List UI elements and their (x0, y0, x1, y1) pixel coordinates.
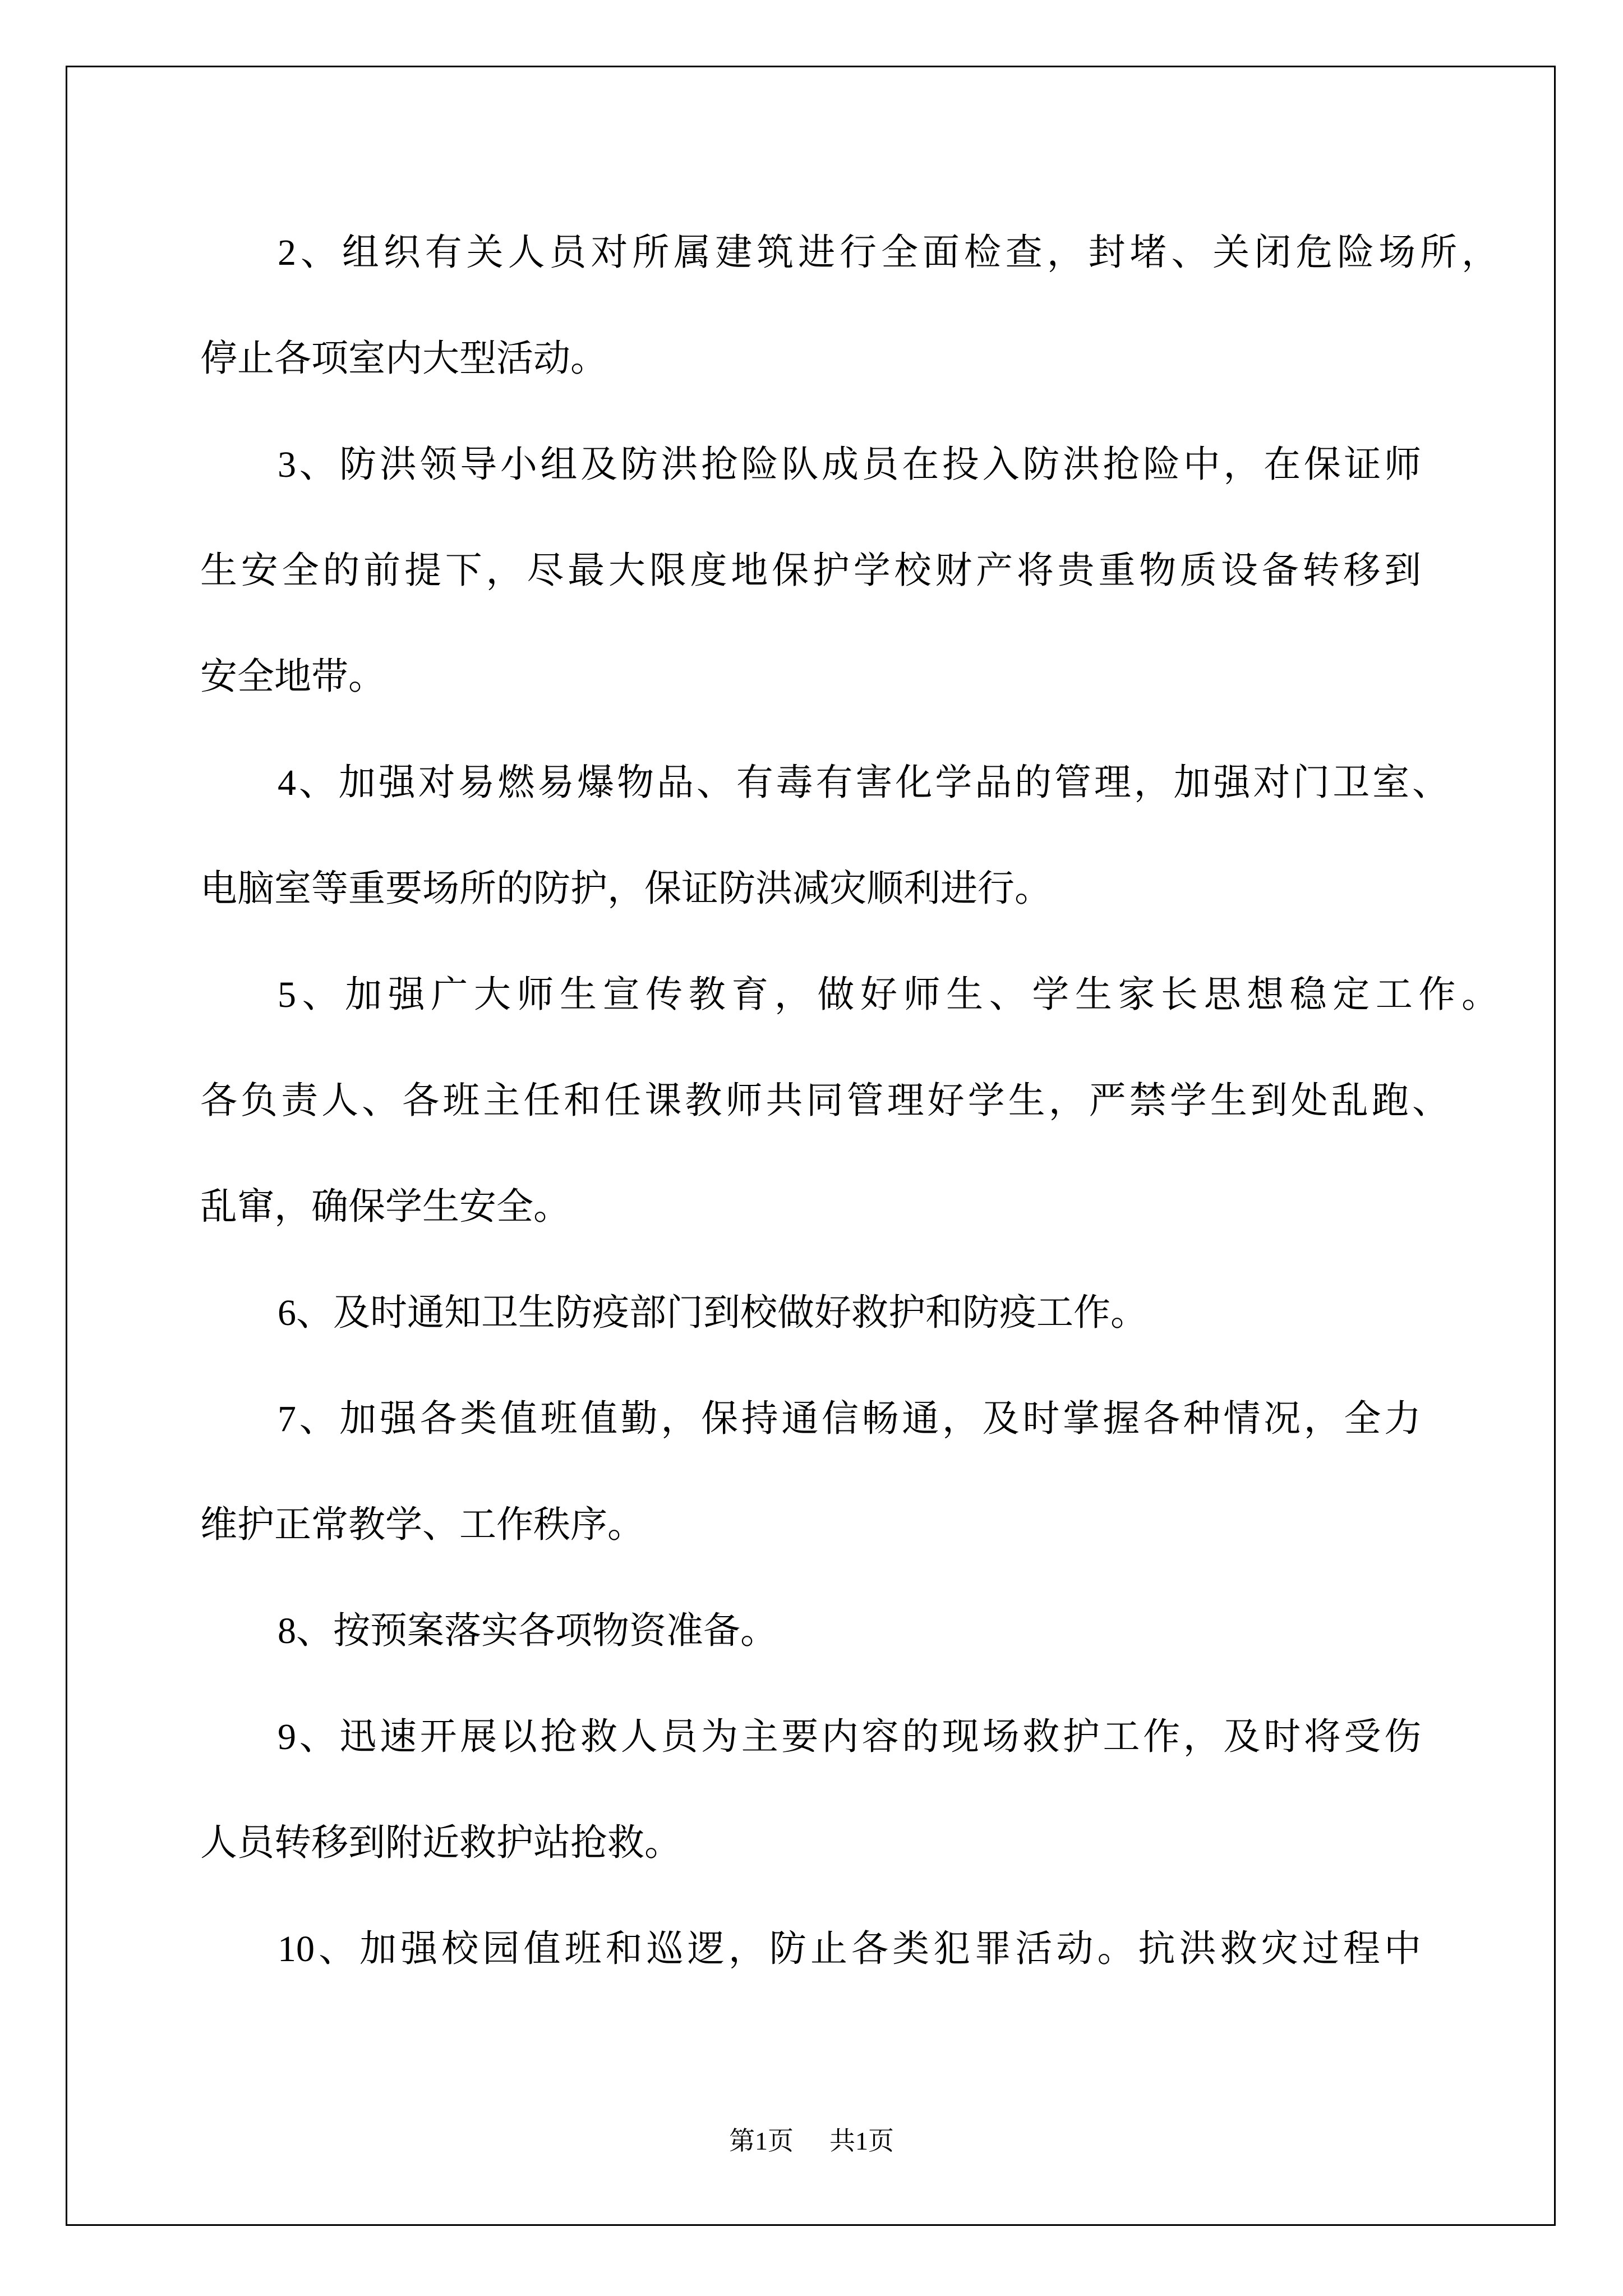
text-line: 6、及时通知卫生防疫部门到校做好救护和防疫工作。 (278, 1292, 1147, 1333)
paragraph (200, 942, 1498, 1260)
page-number-current: 第1页 (729, 2127, 794, 2155)
text-line: 5、加强广大师生宣传教育，做好师生、学生家长思想稳定工作。 (278, 974, 1498, 1015)
paragraph (200, 1896, 1421, 2002)
text-line: 电脑室等重要场所的防护，保证防洪减灾顺利进行。 (200, 868, 1052, 909)
text-line: 10、加强校园值班和巡逻，防止各类犯罪活动。抗洪救灾过程中 (278, 1929, 1421, 1970)
text-line: 各负责人、各班主任和任课教师共同管理好学生，严禁学生到处乱跑、 (200, 1080, 1449, 1121)
paragraph (200, 1366, 1421, 1578)
text-line: 7、加强各类值班值勤，保持通信畅通，及时掌握各种情况，全力 (278, 1398, 1421, 1439)
text-line: 2、组织有关人员对所属建筑进行全面检查，封堵、关闭危险场所， (278, 232, 1498, 273)
text-line: 9、迅速开展以抢救人员为主要内容的现场救护工作，及时将受伤 (278, 1717, 1421, 1757)
text-line: 生安全的前提下，尽最大限度地保护学校财产将贵重物质设备转移到 (200, 550, 1421, 591)
paragraph (200, 730, 1449, 942)
text-line: 维护正常教学、工作秩序。 (200, 1504, 644, 1545)
page-footer (0, 2124, 1623, 2158)
text-line: 人员转移到附近救护站抢救。 (200, 1823, 681, 1864)
paragraph (200, 412, 1421, 730)
paragraph (200, 1684, 1421, 1896)
text-line: 安全地带。 (200, 656, 385, 697)
paragraph (200, 1260, 1421, 1366)
page-count-total: 共1页 (829, 2127, 894, 2155)
document-body (200, 200, 1498, 2002)
text-line: 8、按预案落实各项物资准备。 (278, 1611, 777, 1651)
text-line: 3、防洪领导小组及防洪抢险队成员在投入防洪抢险中，在保证师 (278, 444, 1421, 485)
text-line: 乱窜，确保学生安全。 (200, 1186, 570, 1227)
paragraph (200, 200, 1498, 412)
text-line: 停止各项室内大型活动。 (200, 338, 607, 379)
paragraph (200, 1578, 1421, 1684)
text-line: 4、加强对易燃易爆物品、有毒有害化学品的管理，加强对门卫室、 (278, 762, 1449, 803)
